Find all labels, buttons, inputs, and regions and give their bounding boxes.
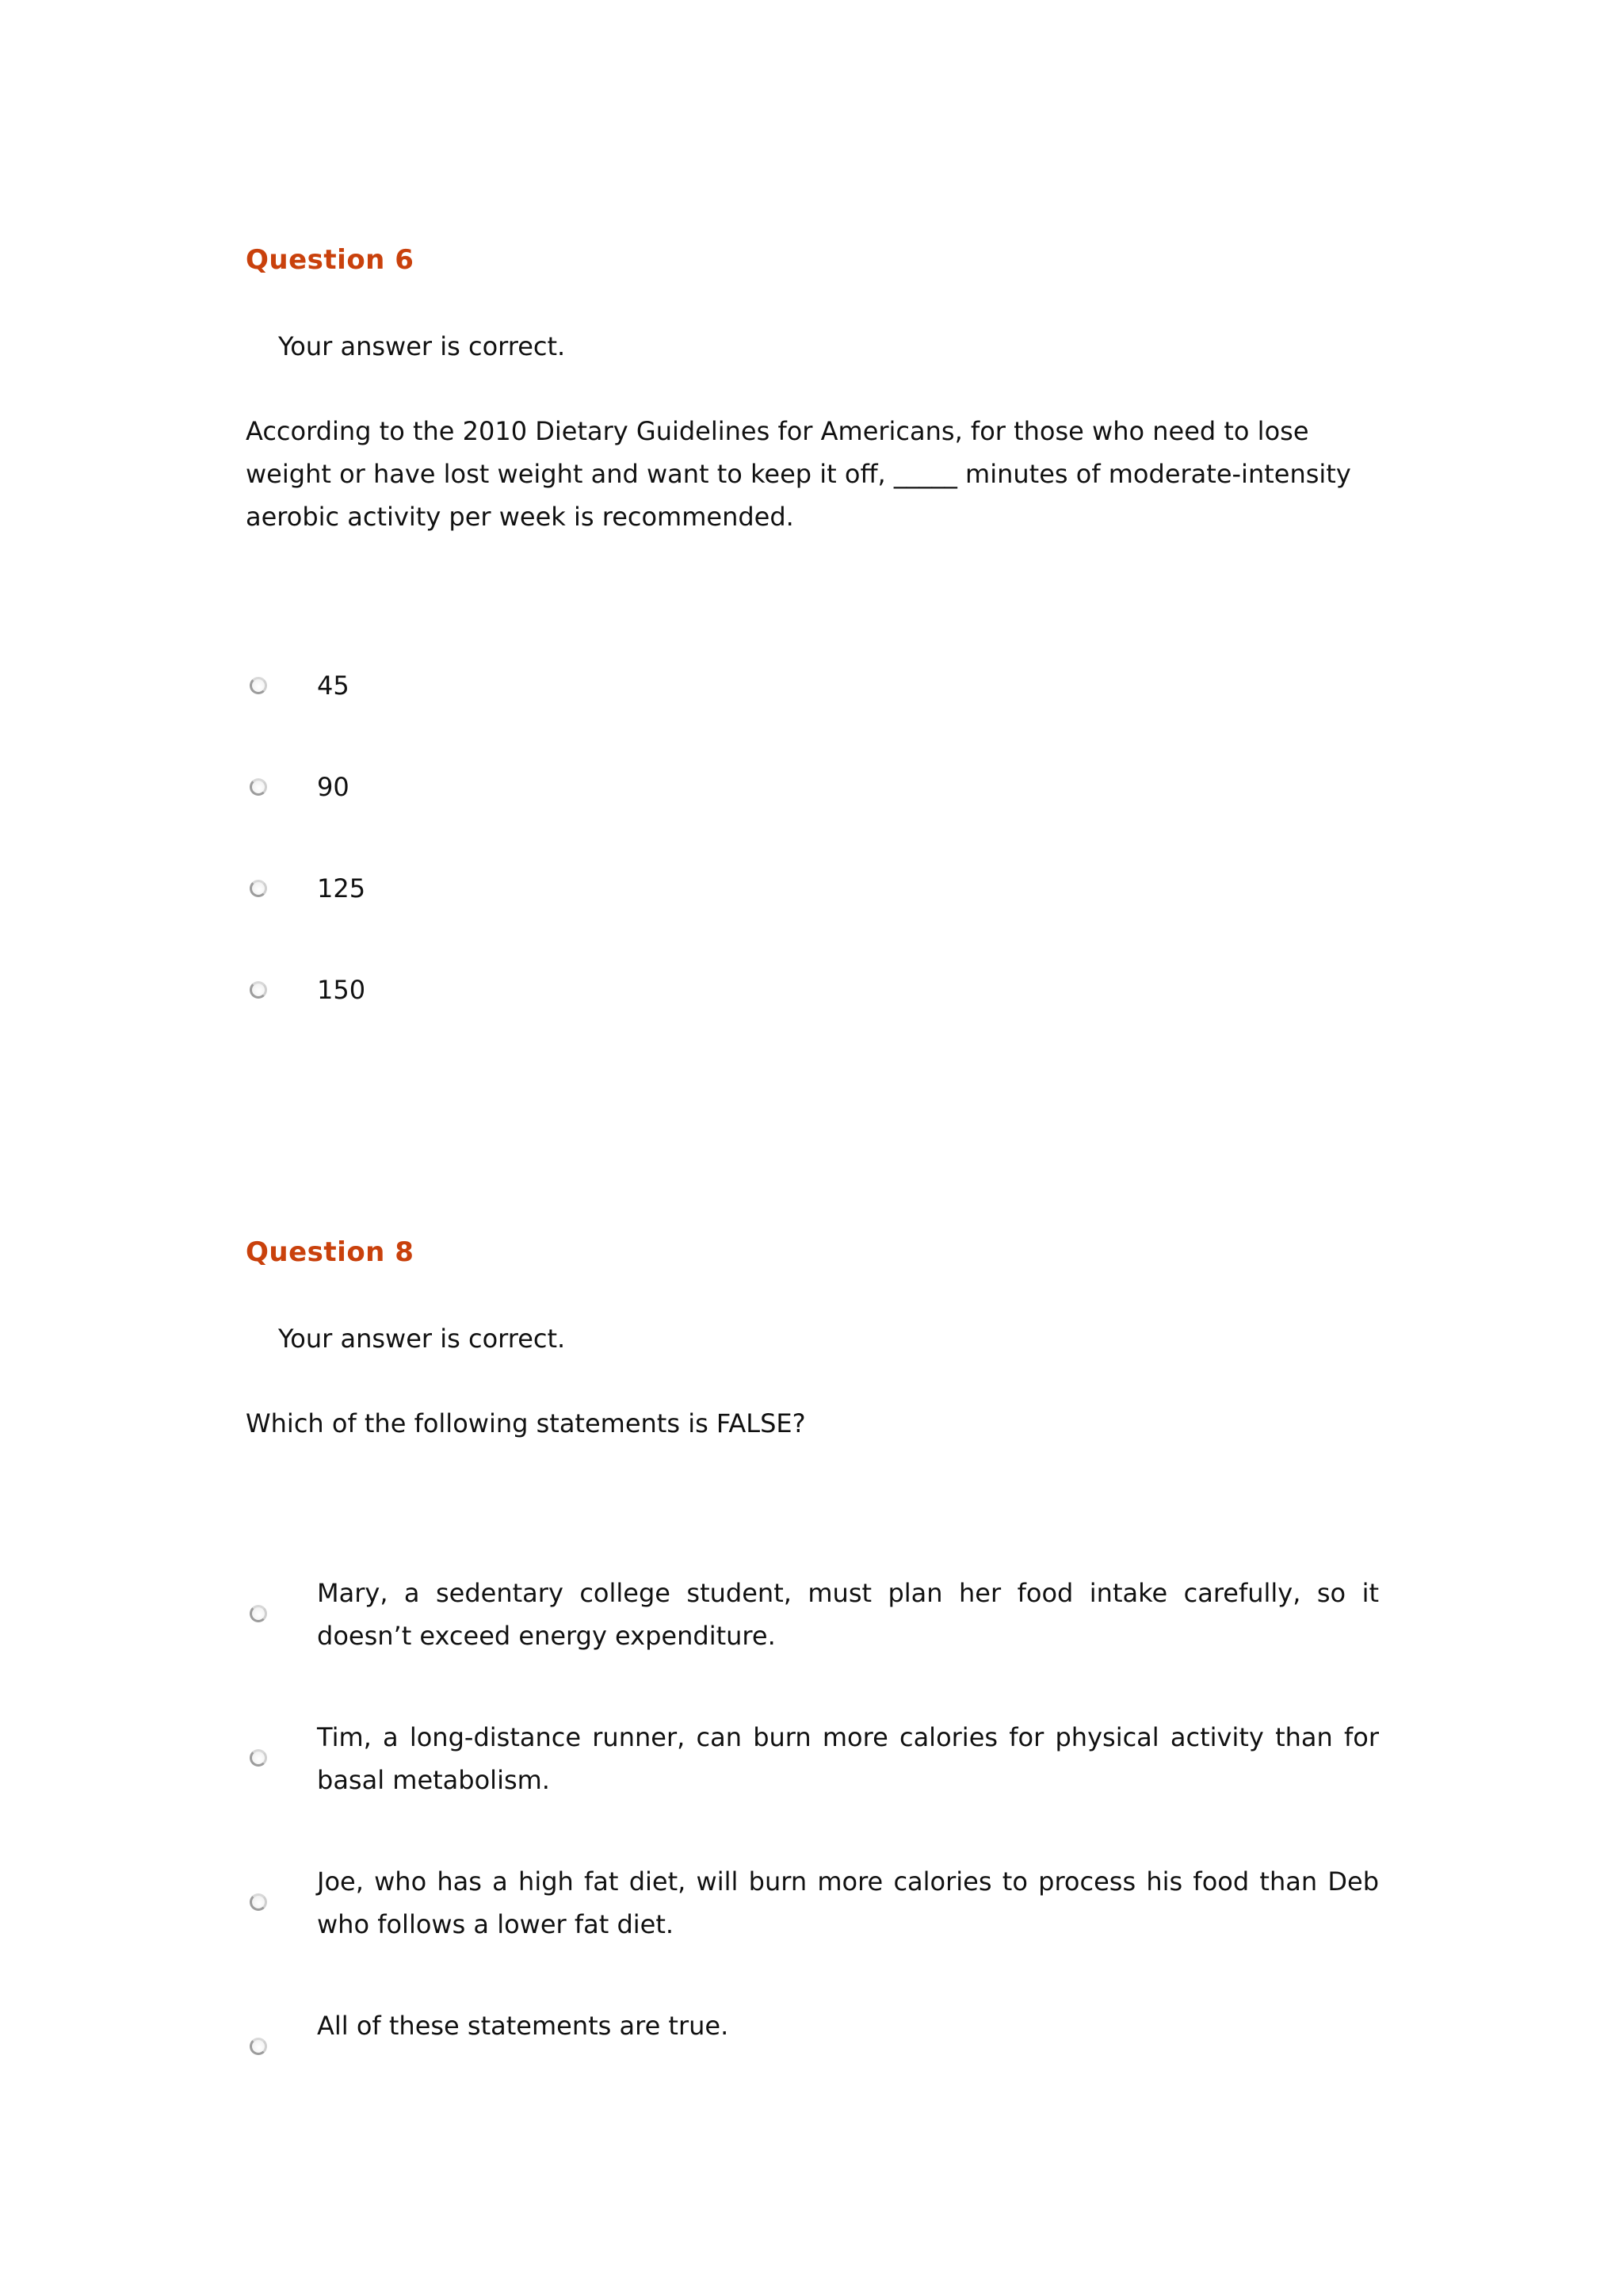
question-6-option-1[interactable] xyxy=(246,664,1379,751)
question-8-stem: Which of the following statements is FALSE? xyxy=(246,1408,806,1438)
radio-button[interactable] xyxy=(250,2038,267,2055)
question-8-option-2[interactable] xyxy=(246,1716,1379,1803)
radio-button[interactable] xyxy=(250,880,267,897)
question-6-option-4[interactable] xyxy=(246,968,1379,1056)
radio-button[interactable] xyxy=(250,778,267,796)
option-label: 90 xyxy=(317,772,349,802)
question-8-feedback: Your answer is correct. xyxy=(278,1324,566,1354)
option-label: 45 xyxy=(317,670,349,701)
option-label: Mary, a sedentary college student, must plan her food intake carefully, so it doesn’t exceed energy expenditure. xyxy=(317,1578,1379,1651)
radio-button[interactable] xyxy=(250,1749,267,1767)
question-8-option-1[interactable] xyxy=(246,1572,1379,1659)
radio-button[interactable] xyxy=(250,1893,267,1911)
question-6-title: Question 6 xyxy=(246,244,414,276)
question-6-stem: According to the 2010 Dietary Guidelines for Americans, for those who need to lose weight or have lost weight and want to keep it off, _____ minutes of moderate-intensity aerobic activity per week is recommended. xyxy=(246,416,1351,532)
question-6-feedback: Your answer is correct. xyxy=(278,331,566,361)
radio-button[interactable] xyxy=(250,1605,267,1622)
question-6-option-3[interactable] xyxy=(246,867,1379,954)
option-label: 150 xyxy=(317,975,366,1005)
question-8-option-4[interactable] xyxy=(246,2004,1379,2092)
radio-button[interactable] xyxy=(250,981,267,999)
option-label: All of these statements are true. xyxy=(317,2011,729,2041)
radio-button[interactable] xyxy=(250,677,267,694)
question-8-title: Question 8 xyxy=(246,1236,414,1268)
question-8-option-3[interactable] xyxy=(246,1860,1379,1947)
option-label: 125 xyxy=(317,873,366,904)
option-label: Tim, a long-distance runner, can burn more calories for physical activity than for basal metabolism. xyxy=(317,1722,1379,1795)
question-6-option-2[interactable] xyxy=(246,766,1379,853)
option-label: Joe, who has a high fat diet, will burn more calories to process his food than Deb who follows a lower fat diet. xyxy=(317,1866,1379,1939)
